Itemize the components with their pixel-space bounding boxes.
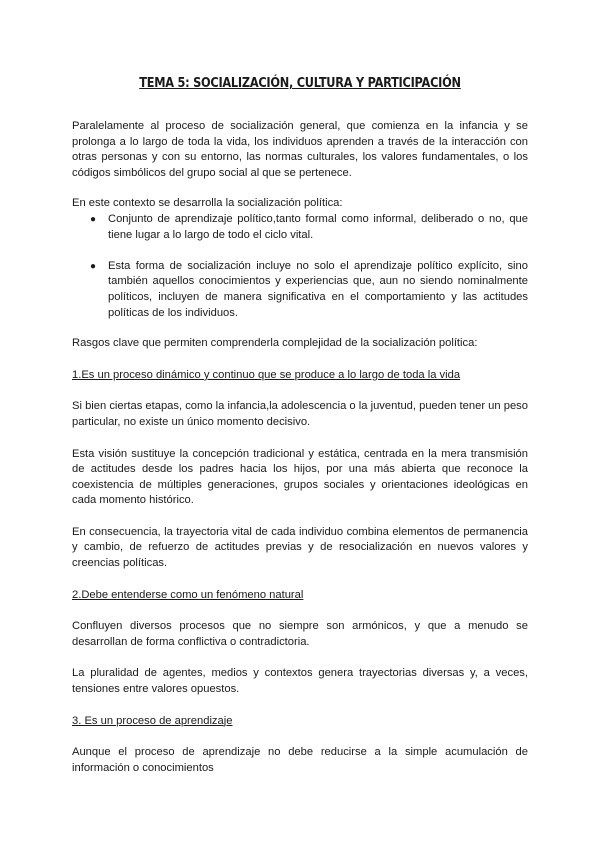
section-heading-3: 3. Es un proceso de aprendizaje [72, 714, 233, 727]
bullet-icon: ● [90, 260, 97, 272]
section-1-paragraph-3: En consecuencia, la trayectoria vital de cada individuo combina elementos de permanencia y cambio, de refuerzo de actitudes previas y de resocialización en nuevos valores y creencias políticas. [72, 525, 528, 570]
section-2-paragraph-1: Confluyen diversos procesos que no siempre son armónicos, y que a menudo se desarrollan de forma conflictiva o contradictoria. [72, 620, 528, 648]
intro-paragraph: Paralelamente al proceso de socialización general, que comienza en la infancia y se prolonga a lo largo de toda la vida, los individuos aprenden a través de la interacción con otras personas y con su entorno, las normas culturales, los valores fundamentales, o los códigos simbólicos del grupo social al que se pertenece. [72, 120, 528, 179]
section-heading-1: 1.Es un proceso dinámico y continuo que se produce a lo largo de toda la vida [72, 368, 461, 381]
section-3-paragraph-1: Aunque el proceso de aprendizaje no debe reducirse a la simple acumulación de información o conocimientos [72, 746, 528, 774]
context-lead: En este contexto se desarrolla la socialización política: [72, 197, 343, 210]
section-1-paragraph-2: Esta visión sustituye la concepción tradicional y estática, centrada en la mera transmisión de actitudes desde los padres hacia los hijos, por una más abierta que reconoce la coexistencia de múltiples generaciones, grupos sociales y orientaciones ideológicas en cada momento histórico. [72, 447, 528, 507]
bullet-list [72, 212, 528, 321]
list-item [90, 212, 528, 243]
rasgos-lead: Rasgos clave que permiten comprenderla complejidad de la socialización política: [72, 337, 478, 350]
bullet-text: Conjunto de aprendizaje político,tanto formal como informal, deliberado o no, que tiene lugar a lo largo de todo el ciclo vital. [108, 212, 528, 241]
section-2-paragraph-2: La pluralidad de agentes, medios y contextos genera trayectorias diversas y, a veces, tensiones entre valores opuestos. [72, 667, 528, 696]
list-item [90, 259, 528, 321]
section-1-paragraph-1: Si bien ciertas etapas, como la infancia,la adolescencia o la juventud, pueden tener un peso particular, no existe un único momento decisivo. [72, 400, 528, 428]
bullet-icon: ● [90, 213, 97, 225]
bullet-text: Esta forma de socialización incluye no solo el aprendizaje político explícito, sino también aquellos conocimientos y experiencias que, aun no siendo nominalmente políticos, incluyen de manera significativa en el comportamiento y las actitudes políticas de los individuos. [108, 259, 528, 319]
section-heading-2: 2.Debe entenderse como un fenómeno natural [72, 588, 304, 601]
page-title: TEMA 5: SOCIALIZACIÓN, CULTURA Y PARTICIPACIÓN [139, 76, 461, 91]
